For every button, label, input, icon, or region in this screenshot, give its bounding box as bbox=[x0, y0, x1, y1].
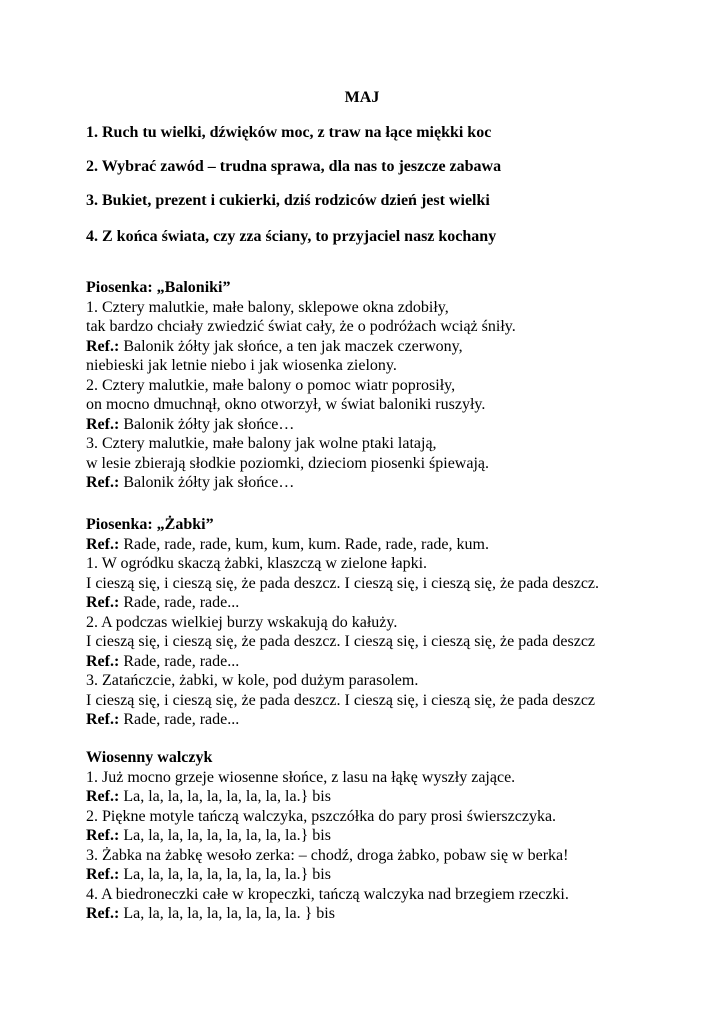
line-text: 1. Cztery malutkie, małe balony, sklepowe okna zdobiły, bbox=[86, 298, 449, 316]
line-text: Balonik żółty jak słońce, a ten jak maczek czerwony, bbox=[119, 337, 463, 355]
line-text: 1. W ogródku skaczą żabki, klaszczą w zielone łapki. bbox=[86, 555, 428, 572]
refrain-line bbox=[86, 826, 569, 846]
verse-line bbox=[86, 632, 599, 652]
song-heading: Wiosenny walczyk bbox=[86, 749, 213, 766]
refrain-line bbox=[86, 415, 516, 435]
verse-line bbox=[86, 691, 599, 711]
refrain-line bbox=[86, 710, 599, 730]
line-text: La, la, la, la, la, la, la, la, la. } bis bbox=[119, 905, 335, 922]
line-text: 3. Żabka na żabkę wesoło zerka: – chodź, droga żabko, pobaw się w berka! bbox=[86, 846, 569, 864]
song-baloniki bbox=[86, 278, 516, 493]
line-text: 3. Zatańczcie, żabki, w kole, pod dużym parasolem. bbox=[86, 672, 419, 689]
refrain-line bbox=[86, 593, 599, 613]
verse-line bbox=[86, 434, 516, 454]
verse-line bbox=[86, 298, 516, 318]
verse-line bbox=[86, 554, 599, 574]
line-text: 2. A podczas wielkiej burzy wskakują do kałuży. bbox=[86, 613, 398, 631]
line-text: Rade, rade, rade... bbox=[119, 652, 240, 670]
theme-line-1: 1. Ruch tu wielki, dźwięków moc, z traw na łące miękki koc bbox=[86, 124, 492, 141]
refrain-line bbox=[86, 865, 569, 885]
line-text: tak bardzo chciały zwiedzić świat cały, że o podróżach wciąż śniły. bbox=[86, 318, 516, 335]
song-heading: Piosenka: „Żabki” bbox=[86, 516, 214, 533]
verse-line bbox=[86, 376, 516, 396]
line-text: La, la, la, la, la, la, la, la, la.} bis bbox=[119, 788, 331, 805]
line-text: Balonik żółty jak słońce… bbox=[119, 474, 295, 491]
line-text: on mocno dmuchnął, okno otworzył, w świat baloniki ruszyły. bbox=[86, 396, 486, 413]
verse-line bbox=[86, 846, 569, 866]
line-text: 2. Cztery malutkie, małe balony o pomoc wiatr poprosiły, bbox=[86, 376, 456, 394]
refrain-label: Ref.: bbox=[86, 788, 120, 805]
verse-line bbox=[86, 317, 516, 337]
refrain-label: Ref.: bbox=[86, 474, 120, 491]
line-text: La, la, la, la, la, la, la, la, la.} bis bbox=[119, 866, 331, 883]
refrain-label: Ref.: bbox=[86, 711, 120, 728]
line-text: Rade, rade, rade... bbox=[119, 711, 240, 728]
line-text: Balonik żółty jak słońce… bbox=[119, 415, 295, 433]
verse-line bbox=[86, 395, 516, 415]
line-text: Rade, rade, rade, kum, kum, kum. Rade, rade, rade, kum. bbox=[119, 535, 489, 553]
song-wiosenny-walczyk bbox=[86, 748, 569, 924]
refrain-label: Ref.: bbox=[86, 535, 120, 553]
verse-line bbox=[86, 356, 516, 376]
line-text: La, la, la, la, la, la, la, la, la.} bis bbox=[119, 827, 331, 844]
refrain-label: Ref.: bbox=[86, 337, 120, 355]
line-text: niebieski jak letnie niebo i jak wiosenka zielony. bbox=[86, 357, 397, 374]
verse-line bbox=[86, 807, 569, 827]
refrain-label: Ref.: bbox=[86, 652, 120, 670]
refrain-line bbox=[86, 535, 599, 555]
refrain-label: Ref.: bbox=[86, 594, 120, 611]
verse-line bbox=[86, 454, 516, 474]
verse-line bbox=[86, 768, 569, 788]
refrain-label: Ref.: bbox=[86, 905, 120, 922]
refrain-label: Ref.: bbox=[86, 866, 120, 883]
verse-line bbox=[86, 613, 599, 633]
refrain-line bbox=[86, 337, 516, 357]
line-text: 1. Już mocno grzeje wiosenne słońce, z lasu na łąkę wyszły zające. bbox=[86, 768, 516, 786]
refrain-label: Ref.: bbox=[86, 415, 120, 433]
page-title: MAJ bbox=[344, 89, 380, 106]
refrain-line bbox=[86, 787, 569, 807]
line-text: 4. A biedroneczki całe w kropeczki, tańczą walczyka nad brzegiem rzeczki. bbox=[86, 885, 569, 903]
line-text: 2. Piękne motyle tańczą walczyka, pszczółka do pary prosi świerszczyka. bbox=[86, 807, 557, 825]
line-text: I cieszą się, i cieszą się, że pada deszcz. I cieszą się, i cieszą się, że pada deszcz. bbox=[86, 574, 600, 592]
line-text: I cieszą się, i cieszą się, że pada deszcz. I cieszą się, i cieszą się, że pada deszcz bbox=[86, 691, 596, 709]
refrain-line bbox=[86, 473, 516, 493]
song-heading: Piosenka: „Baloniki” bbox=[86, 279, 231, 296]
verse-line bbox=[86, 885, 569, 905]
verse-line bbox=[86, 671, 599, 691]
line-text: I cieszą się, i cieszą się, że pada deszcz. I cieszą się, i cieszą się, że pada deszcz bbox=[86, 633, 596, 650]
line-text: 3. Cztery malutkie, małe balony jak wolne ptaki latają, bbox=[86, 435, 437, 452]
theme-line-4: 4. Z końca świata, czy zza ściany, to przyjaciel nasz kochany bbox=[86, 228, 497, 245]
verse-line bbox=[86, 574, 599, 594]
refrain-label: Ref.: bbox=[86, 827, 120, 844]
line-text: Rade, rade, rade... bbox=[119, 594, 240, 611]
theme-line-3: 3. Bukiet, prezent i cukierki, dziś rodziców dzień jest wielki bbox=[86, 192, 490, 209]
line-text: w lesie zbierają słodkie poziomki, dzieciom piosenki śpiewają. bbox=[86, 454, 489, 472]
song-zabki bbox=[86, 515, 599, 730]
theme-line-2: 2. Wybrać zawód – trudna sprawa, dla nas to jeszcze zabawa bbox=[86, 158, 502, 175]
refrain-line bbox=[86, 652, 599, 672]
refrain-line bbox=[86, 904, 569, 924]
